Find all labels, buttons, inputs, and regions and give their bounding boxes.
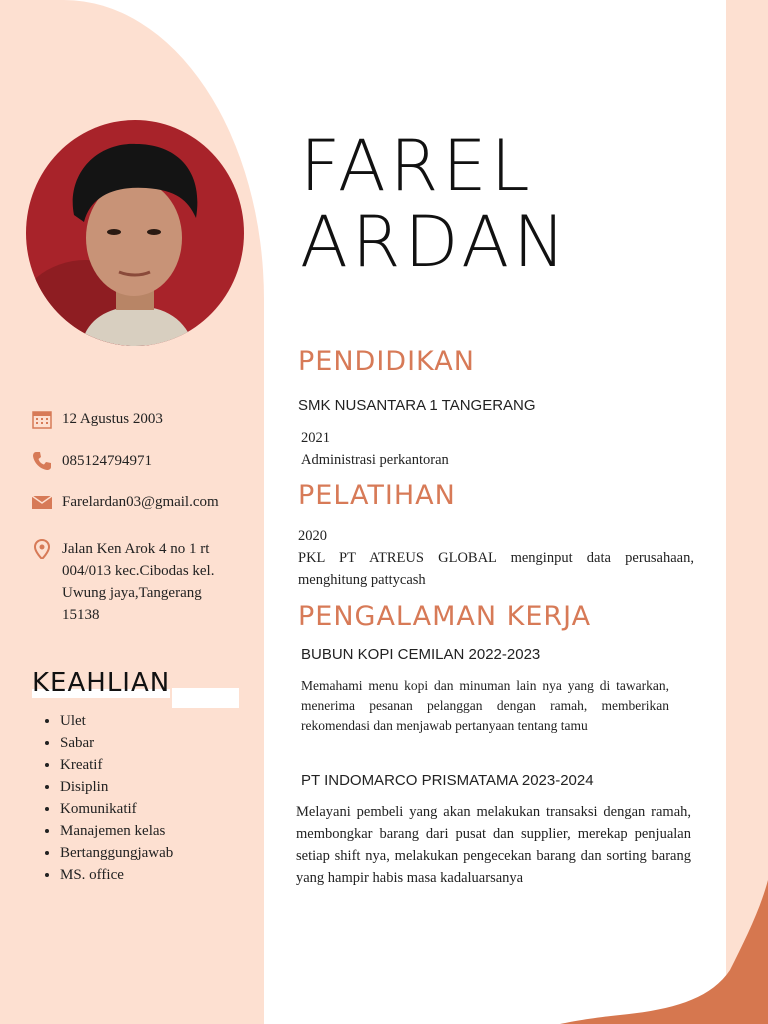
skill-item: • MS. office <box>60 864 173 886</box>
contact-email <box>32 491 219 513</box>
name-last: ARDAN <box>300 201 570 283</box>
job-description: Memahami menu kopi dan minuman lain nya yang di tawarkan, menerima pesanan pelanggan dengan ramah, memberikan rekomendasi dan menjawab pertanyaan tentang tamu <box>301 678 669 733</box>
skill-item: • Disiplin <box>60 776 173 798</box>
address-line: 15138 <box>62 607 100 623</box>
training-description: PKL PT ATREUS GLOBAL menginput data perusahaan, menghitung pattycash <box>298 550 694 588</box>
address-line: 004/013 kec.Cibodas kel. <box>62 563 215 579</box>
job-heading: BUBUN KOPI CEMILAN 2022-2023 <box>301 646 541 663</box>
phone-icon <box>32 451 52 471</box>
calendar-icon <box>32 409 52 429</box>
contact-phone <box>32 450 152 472</box>
school-name: SMK NUSANTARA 1 TANGERANG <box>298 397 536 414</box>
address-line: Uwung jaya,Tangerang <box>62 585 202 601</box>
education-major: Administrasi perkantoran <box>301 452 449 468</box>
contact-address <box>32 538 214 626</box>
skill-item: • Ulet <box>60 710 173 732</box>
address-value <box>62 538 214 626</box>
skill-item: • Bertanggungjawab <box>60 842 173 864</box>
phone-value: 085124794971 <box>62 453 152 469</box>
education-year: 2021 <box>301 430 330 446</box>
job-heading: PT INDOMARCO PRISMATAMA 2023-2024 <box>301 772 594 789</box>
contact-birthdate <box>32 408 163 430</box>
keahlian-title: KEAHLIAN <box>32 668 171 698</box>
skills-list <box>42 710 173 886</box>
profile-photo <box>26 120 244 346</box>
email-value: Farelardan03@gmail.com <box>62 494 219 510</box>
skill-item: • Sabar <box>60 732 173 754</box>
pengalaman-title: PENGALAMAN KERJA <box>298 601 592 632</box>
skill-item: • Kreatif <box>60 754 173 776</box>
candidate-name <box>300 125 570 283</box>
name-first: FAREL <box>300 125 534 207</box>
birthdate-value: 12 Agustus 2003 <box>62 411 163 427</box>
pelatihan-title: PELATIHAN <box>298 480 456 511</box>
address-line: Jalan Ken Arok 4 no 1 rt <box>62 541 210 557</box>
skill-item: • Komunikatif <box>60 798 173 820</box>
pendidikan-title: PENDIDIKAN <box>298 346 475 377</box>
skill-item: • Manajemen kelas <box>60 820 173 842</box>
job-description: Melayani pembeli yang akan melakukan transaksi dengan ramah, membongkar barang dari pusat dan supplier, merekap penjualan setiap shift nya, melakukan pengecekan barang dan sorting barang yang hampir habis masa kadaluarsanya <box>296 804 691 886</box>
location-pin-icon <box>32 539 52 559</box>
keahlian-underline-bar <box>172 688 239 708</box>
training-year: 2020 <box>298 528 327 544</box>
email-icon <box>32 492 52 512</box>
